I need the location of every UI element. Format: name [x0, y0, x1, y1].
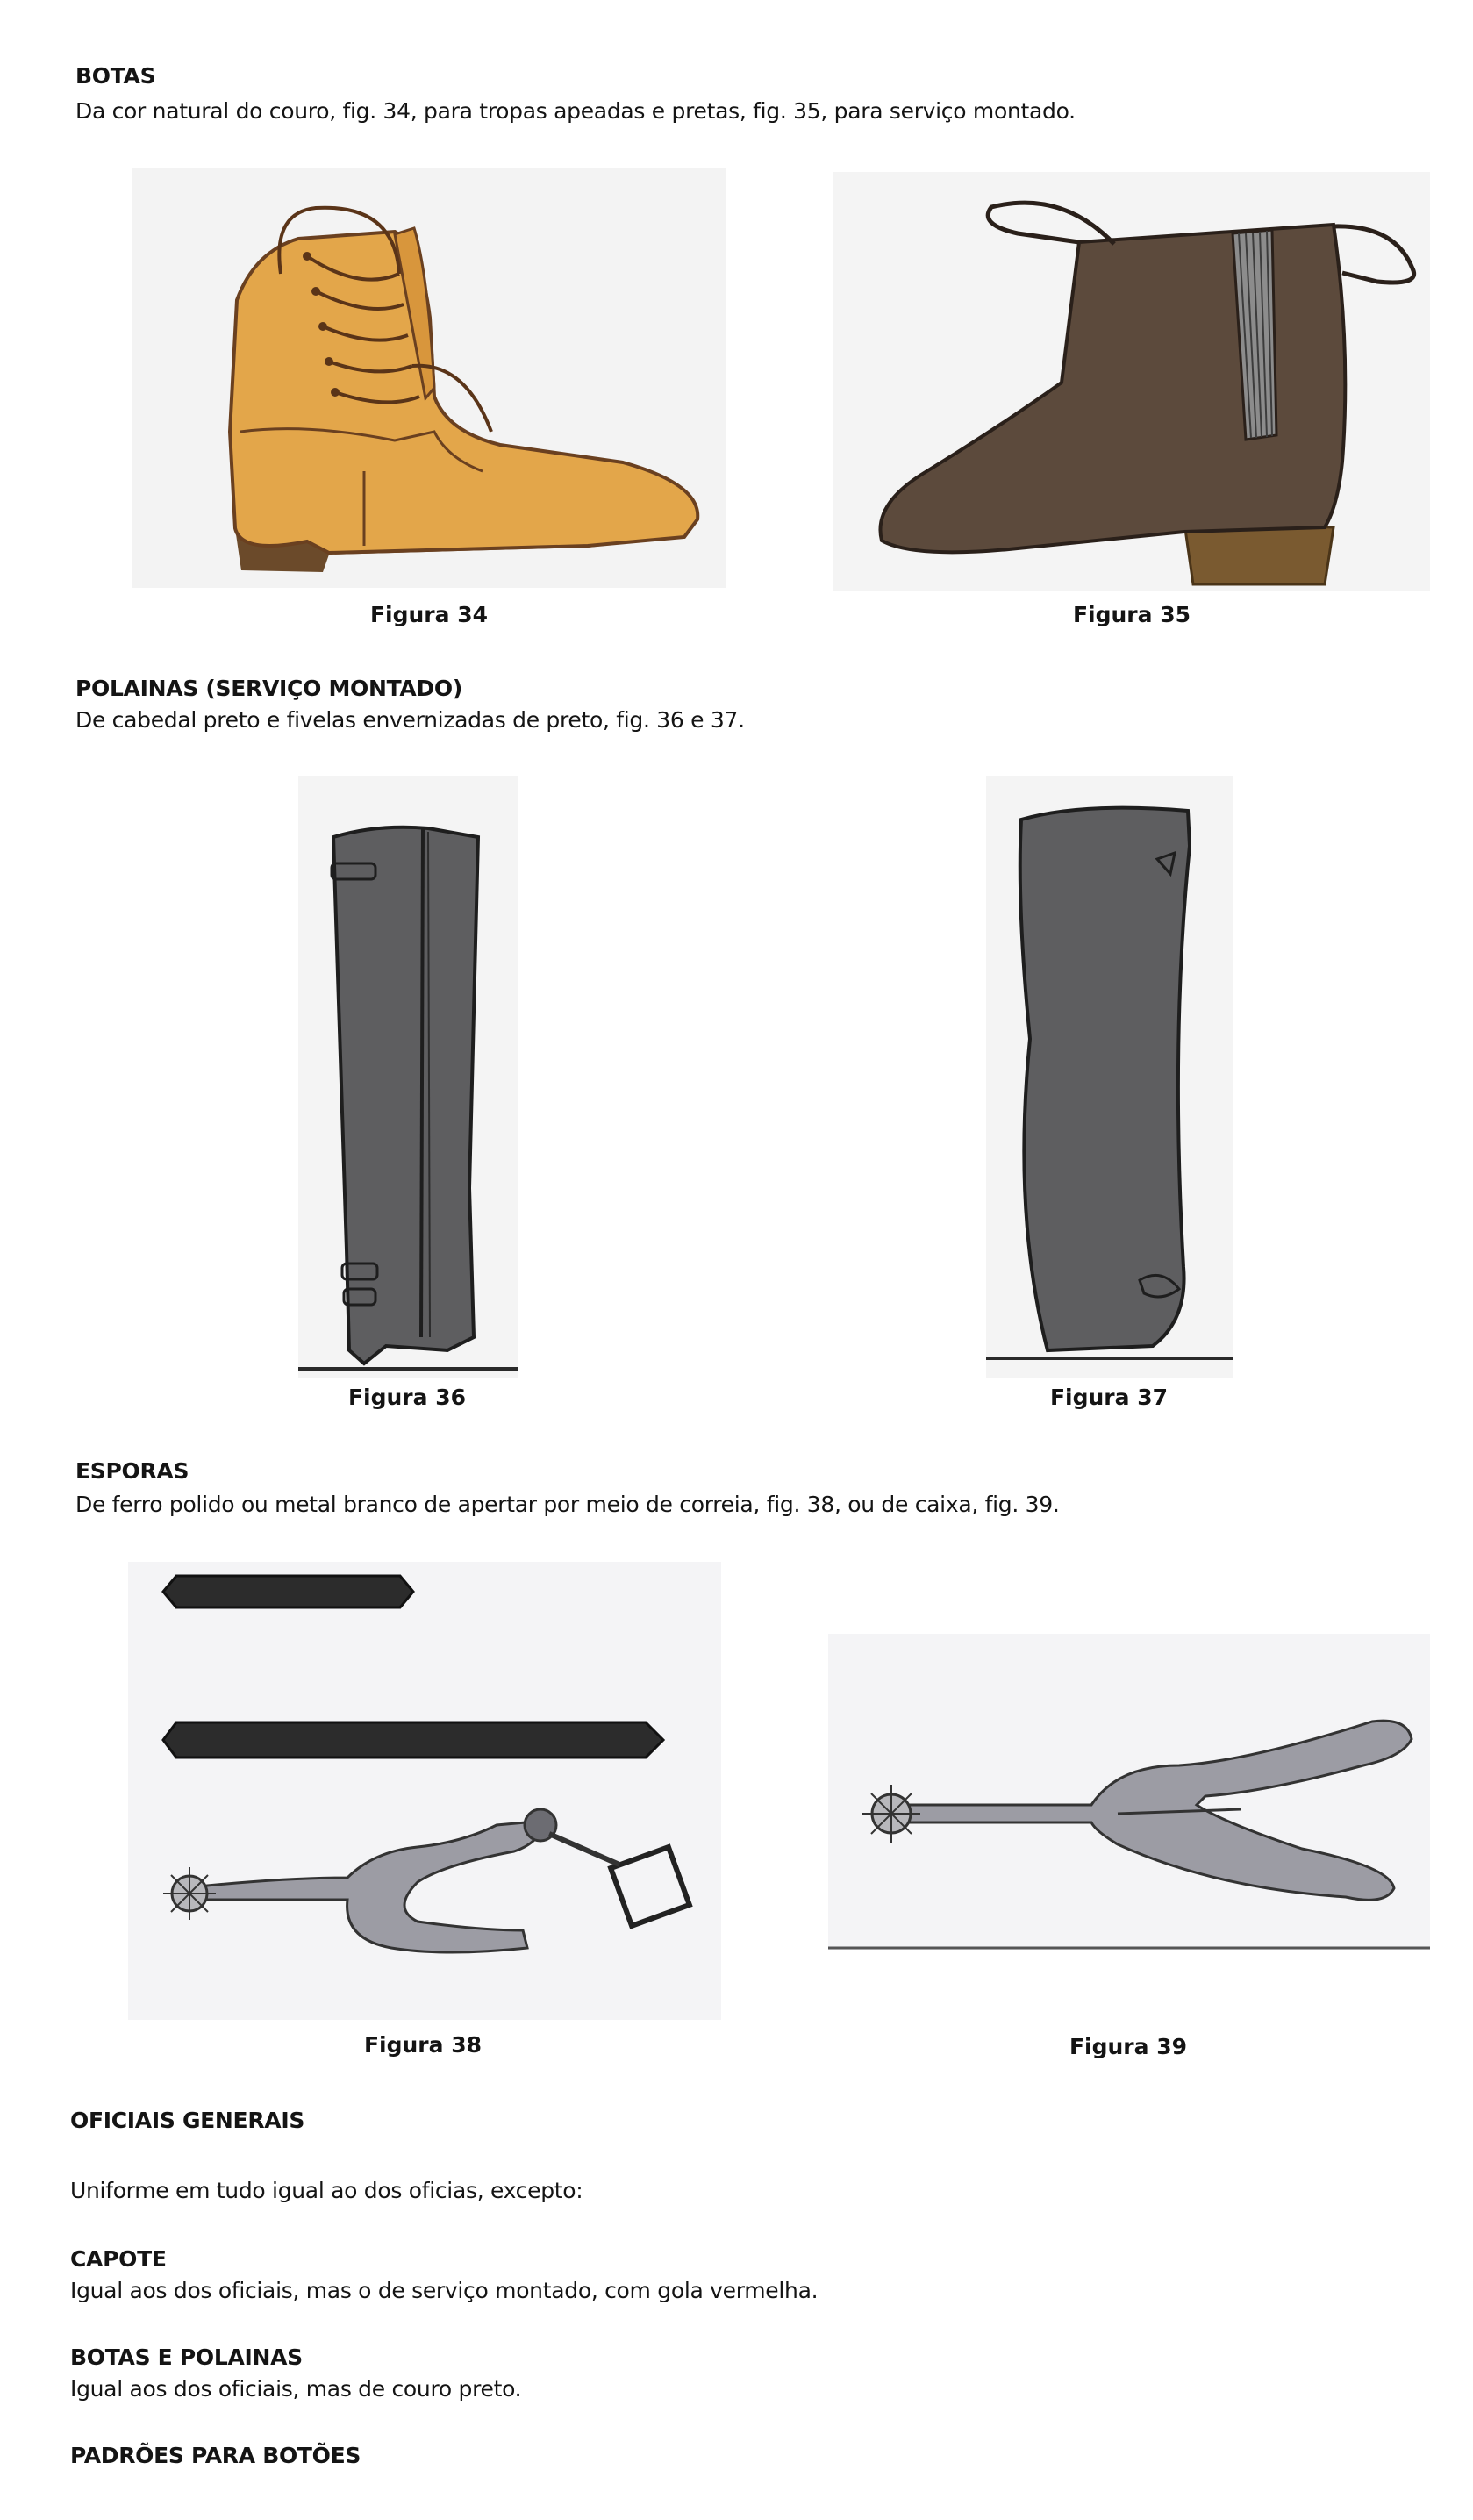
section-title-capote: CAPOTE [70, 2246, 167, 2272]
section-text-capote: Igual aos dos oficiais, mas o de serviço montado, com gola vermelha. [70, 2278, 819, 2303]
figure-34-boot-image [132, 168, 726, 588]
figure-37-caption: Figura 37 [1049, 1385, 1169, 1410]
figure-38-spur-image [128, 1562, 721, 2020]
figure-36-caption: Figura 36 [347, 1385, 467, 1410]
section-text-botas: Da cor natural do couro, fig. 34, para tropas apeadas e pretas, fig. 35, para serviço montado. [75, 98, 1076, 124]
figure-36-legging-image [298, 776, 518, 1378]
figure-37-legging-image [986, 776, 1233, 1378]
section-text-polainas: De cabedal preto e fivelas envernizadas de preto, fig. 36 e 37. [75, 707, 745, 733]
section-text-botas-polainas: Igual aos dos oficiais, mas de couro preto. [70, 2376, 522, 2402]
figure-38-caption: Figura 38 [363, 2032, 483, 2058]
section-title-botas: BOTAS [75, 63, 156, 89]
figure-34-caption: Figura 34 [369, 602, 489, 627]
section-title-esporas: ESPORAS [75, 1458, 189, 1484]
figure-39-caption: Figura 39 [1069, 2034, 1188, 2059]
section-text-oficiais-generais: Uniforme em tudo igual ao dos oficias, excepto: [70, 2178, 583, 2203]
section-title-botas-polainas: BOTAS E POLAINAS [70, 2345, 303, 2370]
figure-35-boot-image [833, 172, 1430, 591]
section-text-esporas: De ferro polido ou metal branco de apertar por meio de correia, fig. 38, ou de caixa, fig. 39. [75, 1492, 1060, 1517]
figure-35-caption: Figura 35 [1072, 602, 1191, 627]
section-title-polainas: POLAINAS (SERVIÇO MONTADO) [75, 676, 462, 701]
section-title-oficiais-generais: OFICIAIS GENERAIS [70, 2108, 305, 2133]
figure-39-spur-image [828, 1634, 1430, 1950]
section-title-padroes-botoes: PADRÕES PARA BOTÕES [70, 2443, 361, 2468]
